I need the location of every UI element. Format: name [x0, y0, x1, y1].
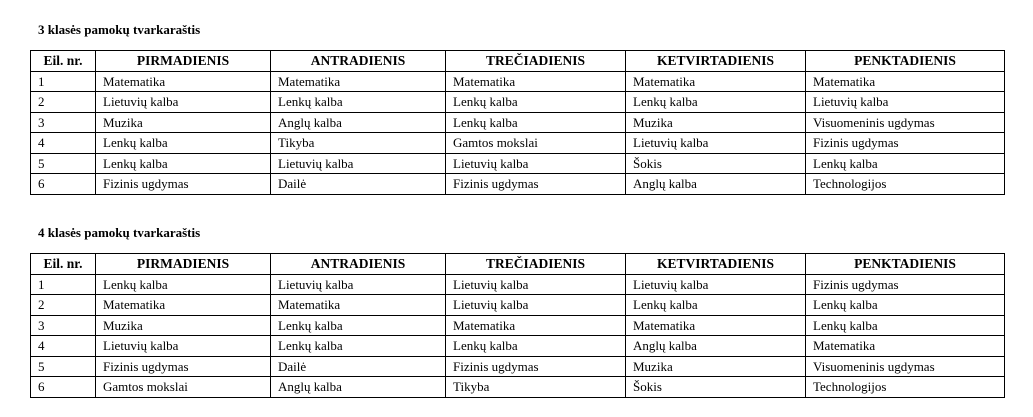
friday-cell: Visuomeninis ugdymas — [806, 356, 1005, 377]
thursday-cell: Matematika — [626, 315, 806, 336]
monday-cell: Gamtos mokslai — [96, 377, 271, 398]
lesson-number: 1 — [31, 274, 96, 295]
table-row — [31, 295, 1005, 316]
table-row — [31, 174, 1005, 195]
table-row — [31, 315, 1005, 336]
header-wednesday: TREČIADIENIS — [446, 254, 626, 275]
tuesday-cell: Lenkų kalba — [271, 92, 446, 113]
lesson-number: 4 — [31, 133, 96, 154]
thursday-cell: Matematika — [626, 71, 806, 92]
friday-cell: Lietuvių kalba — [806, 92, 1005, 113]
header-row — [31, 51, 1005, 72]
table-row — [31, 274, 1005, 295]
wednesday-cell: Matematika — [446, 315, 626, 336]
header-lesson-number: Eil. nr. — [31, 254, 96, 275]
friday-cell: Matematika — [806, 336, 1005, 357]
wednesday-cell: Lenkų kalba — [446, 336, 626, 357]
monday-cell: Lietuvių kalba — [96, 336, 271, 357]
lesson-number: 5 — [31, 356, 96, 377]
monday-cell: Lenkų kalba — [96, 133, 271, 154]
wednesday-cell: Lenkų kalba — [446, 92, 626, 113]
monday-cell: Lietuvių kalba — [96, 92, 271, 113]
monday-cell: Fizinis ugdymas — [96, 174, 271, 195]
monday-cell: Muzika — [96, 112, 271, 133]
schedule-title: 3 klasės pamokų tvarkaraštis — [38, 22, 201, 37]
tuesday-cell: Tikyba — [271, 133, 446, 154]
wednesday-cell: Lietuvių kalba — [446, 153, 626, 174]
friday-cell: Lenkų kalba — [806, 315, 1005, 336]
friday-cell: Technologijos — [806, 377, 1005, 398]
table-row — [31, 356, 1005, 377]
header-tuesday: ANTRADIENIS — [271, 51, 446, 72]
wednesday-cell: Tikyba — [446, 377, 626, 398]
monday-cell: Lenkų kalba — [96, 274, 271, 295]
monday-cell: Lenkų kalba — [96, 153, 271, 174]
thursday-cell: Šokis — [626, 153, 806, 174]
header-row — [31, 254, 1005, 275]
thursday-cell: Anglų kalba — [626, 174, 806, 195]
table-row — [31, 92, 1005, 113]
schedule-table — [30, 253, 1005, 398]
wednesday-cell: Matematika — [446, 71, 626, 92]
lesson-number: 3 — [31, 112, 96, 133]
monday-cell: Muzika — [96, 315, 271, 336]
tuesday-cell: Matematika — [271, 71, 446, 92]
tuesday-cell: Anglų kalba — [271, 112, 446, 133]
friday-cell: Fizinis ugdymas — [806, 133, 1005, 154]
tuesday-cell: Dailė — [271, 356, 446, 377]
friday-cell: Technologijos — [806, 174, 1005, 195]
thursday-cell: Šokis — [626, 377, 806, 398]
tuesday-cell: Lietuvių kalba — [271, 274, 446, 295]
header-tuesday: ANTRADIENIS — [271, 254, 446, 275]
lesson-number: 3 — [31, 315, 96, 336]
lesson-number: 4 — [31, 336, 96, 357]
header-wednesday: TREČIADIENIS — [446, 51, 626, 72]
monday-cell: Fizinis ugdymas — [96, 356, 271, 377]
header-monday: PIRMADIENIS — [96, 51, 271, 72]
schedule-section-class-4 — [30, 223, 1004, 398]
header-thursday: KETVIRTADIENIS — [626, 51, 806, 72]
thursday-cell: Lenkų kalba — [626, 92, 806, 113]
thursday-cell: Lietuvių kalba — [626, 133, 806, 154]
tuesday-cell: Lenkų kalba — [271, 315, 446, 336]
wednesday-cell: Fizinis ugdymas — [446, 356, 626, 377]
lesson-number: 2 — [31, 92, 96, 113]
table-row — [31, 153, 1005, 174]
schedule-title: 4 klasės pamokų tvarkaraštis — [38, 225, 201, 240]
header-lesson-number: Eil. nr. — [31, 51, 96, 72]
tuesday-cell: Lenkų kalba — [271, 336, 446, 357]
friday-cell: Lenkų kalba — [806, 153, 1005, 174]
tuesday-cell: Dailė — [271, 174, 446, 195]
lesson-number: 6 — [31, 377, 96, 398]
wednesday-cell: Lietuvių kalba — [446, 274, 626, 295]
monday-cell: Matematika — [96, 71, 271, 92]
friday-cell: Lenkų kalba — [806, 295, 1005, 316]
wednesday-cell: Lietuvių kalba — [446, 295, 626, 316]
header-friday: PENKTADIENIS — [806, 254, 1005, 275]
schedule-table — [30, 50, 1005, 195]
tuesday-cell: Lietuvių kalba — [271, 153, 446, 174]
lesson-number: 6 — [31, 174, 96, 195]
table-row — [31, 71, 1005, 92]
friday-cell: Matematika — [806, 71, 1005, 92]
table-row — [31, 336, 1005, 357]
thursday-cell: Muzika — [626, 112, 806, 133]
thursday-cell: Muzika — [626, 356, 806, 377]
thursday-cell: Lenkų kalba — [626, 295, 806, 316]
thursday-cell: Anglų kalba — [626, 336, 806, 357]
friday-cell: Fizinis ugdymas — [806, 274, 1005, 295]
header-friday: PENKTADIENIS — [806, 51, 1005, 72]
thursday-cell: Lietuvių kalba — [626, 274, 806, 295]
lesson-number: 5 — [31, 153, 96, 174]
header-monday: PIRMADIENIS — [96, 254, 271, 275]
wednesday-cell: Gamtos mokslai — [446, 133, 626, 154]
wednesday-cell: Lenkų kalba — [446, 112, 626, 133]
table-row — [31, 133, 1005, 154]
wednesday-cell: Fizinis ugdymas — [446, 174, 626, 195]
lesson-number: 2 — [31, 295, 96, 316]
table-row — [31, 377, 1005, 398]
monday-cell: Matematika — [96, 295, 271, 316]
schedule-section-class-3 — [30, 20, 1004, 195]
friday-cell: Visuomeninis ugdymas — [806, 112, 1005, 133]
tuesday-cell: Anglų kalba — [271, 377, 446, 398]
tuesday-cell: Matematika — [271, 295, 446, 316]
header-thursday: KETVIRTADIENIS — [626, 254, 806, 275]
lesson-number: 1 — [31, 71, 96, 92]
table-row — [31, 112, 1005, 133]
